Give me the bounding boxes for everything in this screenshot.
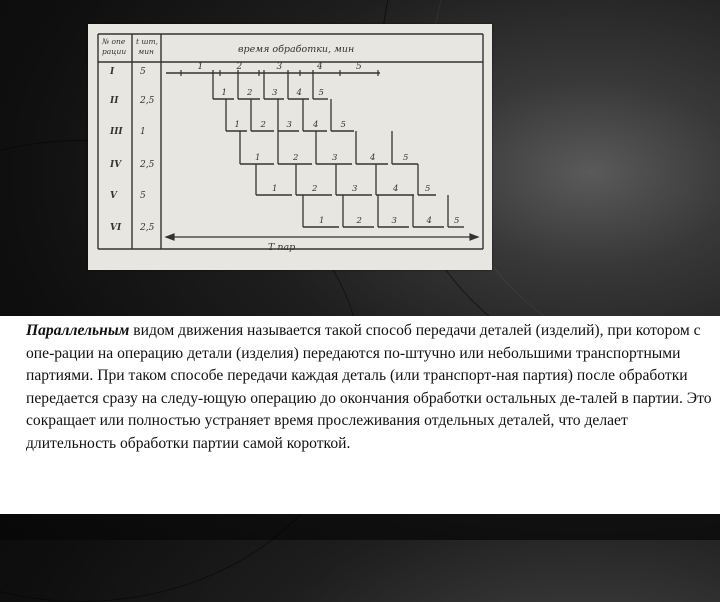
operation-number: I [110, 67, 115, 77]
step-part-number: 3 [391, 216, 397, 226]
step-part-number: 5 [318, 88, 324, 98]
description-paragraph [26, 320, 714, 456]
step-part-number: 1 [234, 120, 240, 130]
total-time-label: T пар [268, 242, 296, 253]
step-part-number: 4 [313, 120, 319, 130]
total-arrow-left [166, 234, 174, 240]
piece-time-value: 5 [140, 67, 146, 77]
parallel-movement-diagram [88, 24, 492, 270]
description-body: видом движения называется такой способ передачи деталей (изделий), при котором с опе-рации на операцию детали (изделия) передаются по-штучно или небольшими транспортными партиями. При таком способе передачи каждая деталь (или транспорт-ная партия) после обработки передается сразу на следу-ющую операцию до окончания обработки остальных де-талей в партии. Это сокращает или полностью устраняет время прослеживания отдельных деталей, что делает длительность обработки партии самой короткой. [26, 322, 712, 452]
piece-time-value: 5 [140, 191, 146, 201]
top-part-number: 1 [197, 62, 204, 72]
header-minutes: мин [138, 47, 154, 56]
step-part-number: 2 [247, 88, 253, 98]
operation-number: IV [110, 160, 122, 170]
header-piece-time: t шт, [136, 37, 158, 46]
step-part-number: 2 [293, 153, 299, 163]
step-part-number: 5 [403, 153, 409, 163]
step-part-number: 4 [393, 184, 399, 194]
header-processing-time: время обработки, мин [238, 44, 355, 55]
step-part-number: 1 [255, 153, 261, 163]
step-part-number: 1 [272, 184, 278, 194]
top-part-number: 3 [276, 62, 283, 72]
text-panel [0, 316, 720, 514]
step-part-number: 2 [356, 216, 362, 226]
operation-number: III [110, 127, 123, 137]
step-part-number: 5 [340, 120, 346, 130]
term-parallel: Параллельным [26, 322, 130, 339]
step-part-number: 3 [352, 184, 358, 194]
header-operation-number: № опе [102, 37, 126, 46]
piece-time-value: 1 [140, 127, 146, 137]
piece-time-value: 2,5 [140, 160, 155, 170]
top-part-number: 5 [356, 62, 362, 72]
step-part-number: 5 [454, 216, 460, 226]
step-part-number: 4 [426, 216, 432, 226]
step-part-number: 5 [425, 184, 431, 194]
piece-time-value: 2,5 [140, 96, 155, 106]
step-part-number: 4 [370, 153, 376, 163]
step-part-number: 2 [260, 120, 266, 130]
operation-number: VI [110, 223, 122, 233]
diagram-svg [88, 24, 492, 270]
step-part-number: 3 [286, 120, 292, 130]
step-part-number: 1 [221, 88, 227, 98]
top-part-number: 4 [317, 62, 323, 72]
total-arrow-right [470, 234, 478, 240]
top-part-number: 2 [236, 62, 243, 72]
gantt-steps [166, 62, 464, 227]
step-part-number: 4 [296, 88, 302, 98]
step-part-number: 3 [272, 88, 278, 98]
step-part-number: 3 [332, 153, 338, 163]
operation-number: II [110, 96, 119, 106]
header-operation-word: рации [102, 47, 127, 56]
step-part-number: 1 [319, 216, 325, 226]
piece-time-value: 2,5 [140, 223, 155, 233]
step-part-number: 2 [312, 184, 318, 194]
operation-number: V [110, 191, 117, 201]
